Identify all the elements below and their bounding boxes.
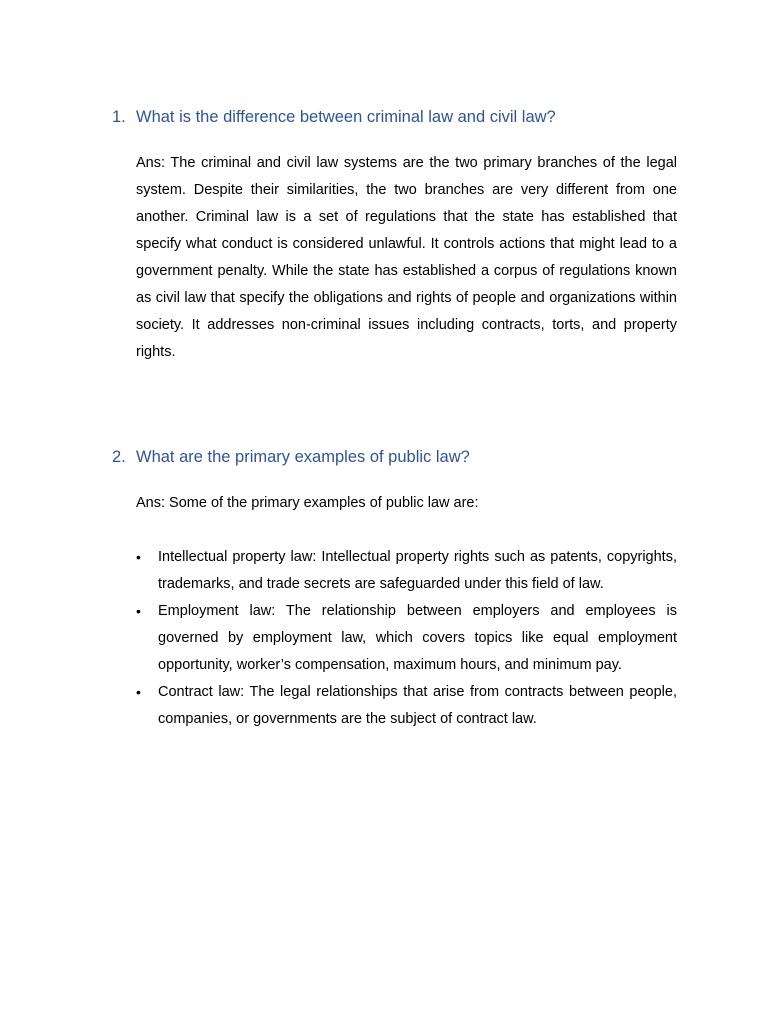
question-1-heading (112, 108, 556, 127)
list-item (136, 544, 677, 598)
question-2-heading (112, 448, 470, 467)
list-item-text: Intellectual property law: Intellectual property rights such as patents, copyrights, trademarks, and trade secrets are safeguarded under this field of law. (158, 549, 677, 592)
question-1-answer: Ans: The criminal and civil law systems are the two primary branches of the legal system. Despite their similarities, the two branches are very different from one another. Criminal law is a set of regulations that the state has established that specify what conduct is considered unlawful. It controls actions that might lead to a government penalty. While the state has established a corpus of regulations known as civil law that specify the obligations and rights of people and organizations within society. It addresses non-criminal issues including contracts, torts, and property rights. (136, 155, 677, 360)
question-1-title: What is the difference between criminal law and civil law? (136, 108, 556, 126)
public-law-examples-list (136, 544, 677, 733)
list-item (136, 598, 677, 679)
bullet-icon: • (136, 549, 141, 565)
question-2-answer-intro: Ans: Some of the primary examples of public law are: (136, 495, 479, 511)
question-1-number: 1. (112, 108, 126, 126)
bullet-icon: • (136, 603, 141, 619)
question-2-title: What are the primary examples of public law? (136, 448, 470, 466)
bullet-icon: • (136, 684, 141, 700)
list-item-text: Employment law: The relationship between employers and employees is governed by employment law, which covers topics like equal employment opportunity, worker’s compensation, maximum hours, and minimum pay. (158, 603, 677, 673)
list-item (136, 679, 677, 733)
question-2-number: 2. (112, 448, 126, 466)
list-item-text: Contract law: The legal relationships that arise from contracts between people, companies, or governments are the subject of contract law. (158, 684, 677, 727)
